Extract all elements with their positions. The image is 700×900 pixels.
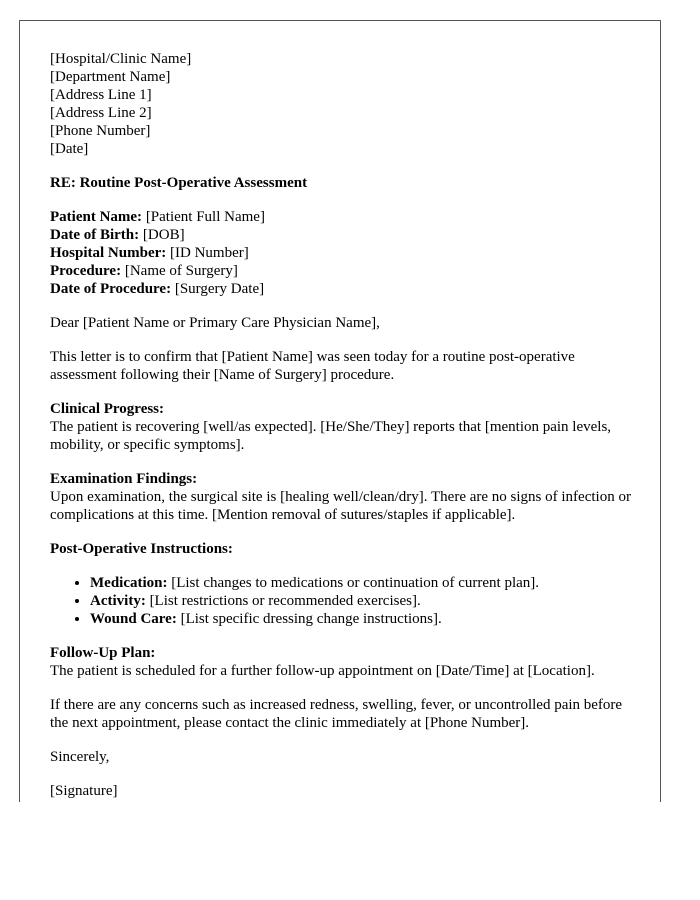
item-text: [List changes to medications or continuation of current plan]. — [171, 575, 540, 591]
detail-value: [Patient Full Name] — [145, 209, 265, 225]
section-text: The patient is scheduled for a further follow-up appointment on [Date/Time] at [Location]. — [50, 663, 595, 679]
hospital-name: [Hospital/Clinic Name] — [50, 51, 192, 67]
examination-findings-section — [50, 470, 640, 524]
follow-up-section — [50, 644, 640, 680]
detail-label: Date of Birth: — [50, 227, 140, 243]
patient-name-row — [50, 208, 660, 226]
section-text: Upon examination, the surgical site is [healing well/clean/dry]. There are no signs of infection or complications at this time. [Mention removal of sutures/staples if applicable]. — [50, 489, 631, 523]
instructions-heading: Post-Operative Instructions: — [50, 541, 233, 557]
detail-label: Patient Name: — [50, 209, 143, 225]
concerns-paragraph: If there are any concerns such as increased redness, swelling, fever, or uncontrolled pain before the next appointment, please contact the clinic immediately at [Phone Number]. — [50, 697, 623, 731]
clinical-progress-section — [50, 400, 640, 454]
detail-value: [DOB] — [142, 227, 185, 243]
address-line-1: [Address Line 1] — [50, 87, 152, 103]
detail-value: [ID Number] — [170, 245, 249, 261]
list-item — [90, 592, 660, 610]
detail-label: Hospital Number: — [50, 245, 167, 261]
procedure-date-row — [50, 280, 660, 298]
subject-line: RE: Routine Post-Operative Assessment — [50, 175, 308, 191]
phone-number: [Phone Number] — [50, 123, 151, 139]
patient-details — [50, 208, 660, 298]
item-label: Activity: — [90, 593, 146, 609]
detail-label: Date of Procedure: — [50, 281, 172, 297]
department-name: [Department Name] — [50, 69, 171, 85]
hospital-number-row — [50, 244, 660, 262]
salutation: Dear [Patient Name or Primary Care Physician Name], — [50, 315, 380, 331]
dob-row — [50, 226, 660, 244]
section-heading: Clinical Progress: — [50, 401, 165, 417]
item-text: [List specific dressing change instructions]. — [180, 611, 442, 627]
item-label: Medication: — [90, 575, 168, 591]
section-text: The patient is recovering [well/as expected]. [He/She/They] reports that [mention pain levels, mobility, or specific symptoms]. — [50, 419, 612, 453]
list-item — [90, 574, 660, 592]
detail-value: [Name of Surgery] — [124, 263, 238, 279]
item-text: [List restrictions or recommended exercises]. — [149, 593, 421, 609]
detail-value: [Surgery Date] — [174, 281, 265, 297]
instructions-list — [50, 574, 660, 628]
list-item — [90, 610, 660, 628]
address-line-2: [Address Line 2] — [50, 105, 152, 121]
closing: Sincerely, — [50, 749, 110, 765]
detail-label: Procedure: — [50, 263, 122, 279]
section-heading: Examination Findings: — [50, 471, 198, 487]
letter-date: [Date] — [50, 141, 89, 157]
procedure-row — [50, 262, 660, 280]
letter-document — [19, 20, 661, 802]
signature: [Signature] — [50, 783, 118, 799]
intro-paragraph: This letter is to confirm that [Patient Name] was seen today for a routine post-operative assessment following their [Name of Surgery] procedure. — [50, 349, 575, 383]
letterhead — [50, 50, 660, 158]
section-heading: Follow-Up Plan: — [50, 645, 156, 661]
item-label: Wound Care: — [90, 611, 177, 627]
